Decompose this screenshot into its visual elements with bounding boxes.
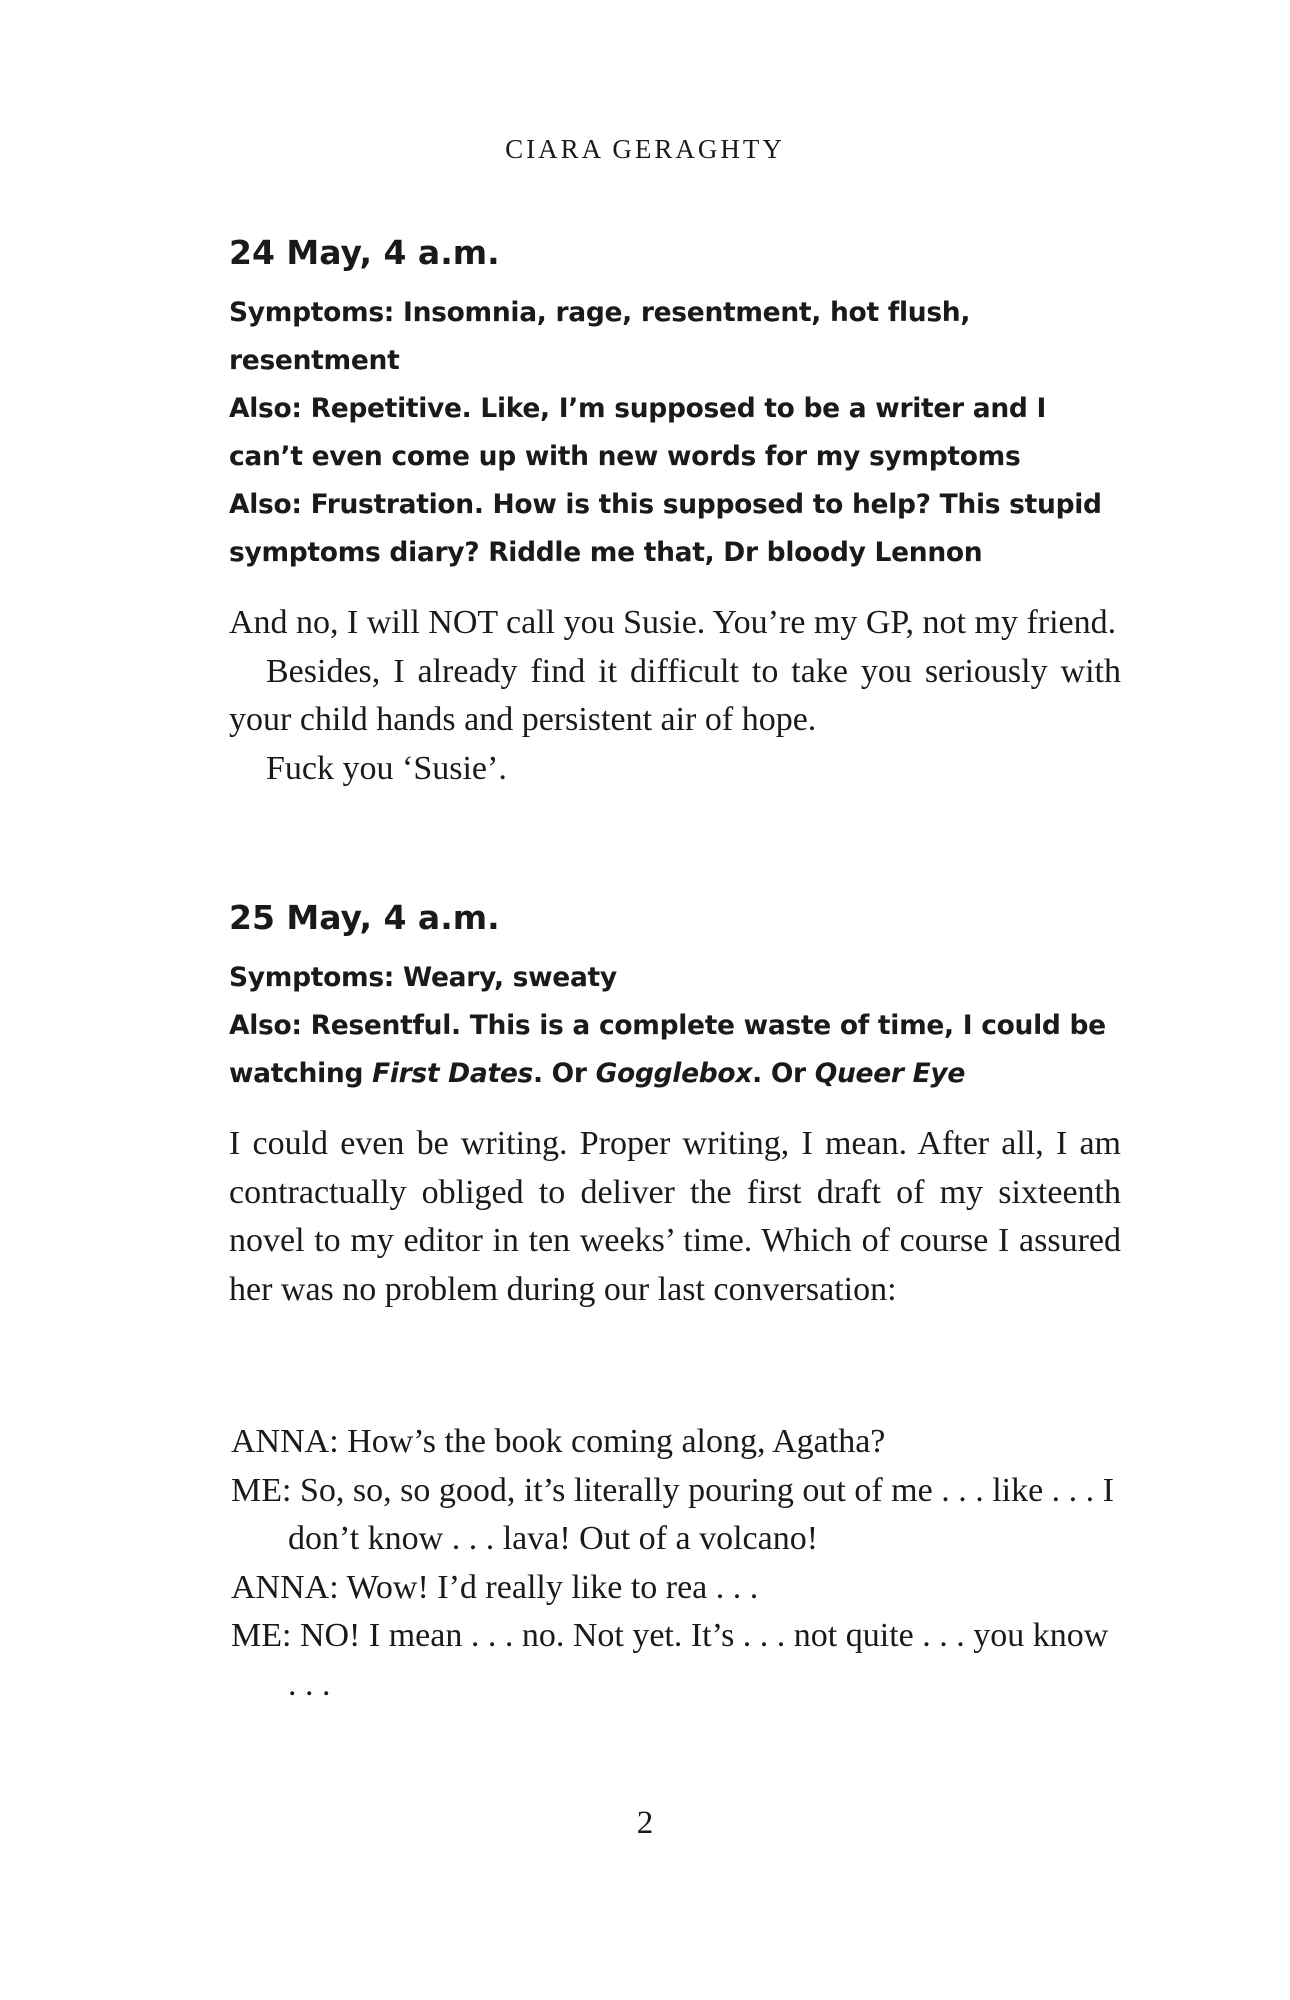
- show-title: First Dates: [372, 1058, 533, 1089]
- page-number: 2: [636, 1805, 654, 1841]
- paragraph: And no, I will NOT call you Susie. You’re my GP, not my friend.: [229, 604, 1117, 641]
- symptoms-block: [229, 954, 1121, 1098]
- separator: . Or: [532, 1058, 596, 1089]
- dialogue-line: ANNA: How’s the book coming along, Agatha?: [231, 1423, 886, 1460]
- also-line: Also: Frustration. How is this supposed to help? This stupid symptoms diary? Riddle me that, Dr bloody Lennon: [229, 489, 1102, 568]
- dialogue-line: ME: So, so, so good, it’s literally pouring out of me . . . like . . . I don’t know . . . lava! Out of a volcano!: [231, 1471, 1115, 1557]
- entry-body: [229, 1120, 1121, 1314]
- dialogue-block: [231, 1418, 1123, 1709]
- paragraph: I could even be writing. Proper writing, I mean. After all, I am contractually obliged to deliver the first draft of my sixteenth novel to my editor in ten weeks’ time. Which of course I assured her was no problem during our last conversation:: [229, 1125, 1121, 1308]
- entry-date: 24 May, 4 a.m.: [229, 233, 500, 272]
- paragraph: Besides, I already find it difficult to take you seriously with your child hands and persistent air of hope.: [229, 652, 1121, 738]
- symptoms-block: [229, 289, 1121, 577]
- also-line: [229, 1002, 1121, 1098]
- show-title: Gogglebox: [595, 1058, 753, 1089]
- diary-entry-24-may: [229, 233, 1121, 793]
- diary-entry-25-may: [229, 898, 1121, 1314]
- dialogue-line: ANNA: Wow! I’d really like to rea . . .: [231, 1568, 759, 1606]
- entry-date: 25 May, 4 a.m.: [229, 898, 500, 937]
- symptoms-line: Symptoms: Insomnia, rage, resentment, hot flush, resentment: [229, 297, 971, 376]
- entry-body: [229, 599, 1121, 793]
- dialogue-line: ME: NO! I mean . . . no. Not yet. It’s . . . not quite . . . you know . . .: [231, 1617, 1109, 1703]
- separator: . Or: [752, 1058, 815, 1089]
- running-head: CIARA GERAGHTY: [505, 134, 785, 164]
- also-text: Also: Resentful. This is a complete waste of time, I could be watching: [229, 1010, 1106, 1089]
- symptoms-line: Symptoms: Weary, sweaty: [229, 962, 617, 993]
- paragraph: Fuck you ‘Susie’.: [266, 749, 507, 787]
- show-title: Queer Eye: [814, 1058, 966, 1089]
- also-line: Also: Repetitive. Like, I’m supposed to be a writer and I can’t even come up with new words for my symptoms: [229, 393, 1047, 472]
